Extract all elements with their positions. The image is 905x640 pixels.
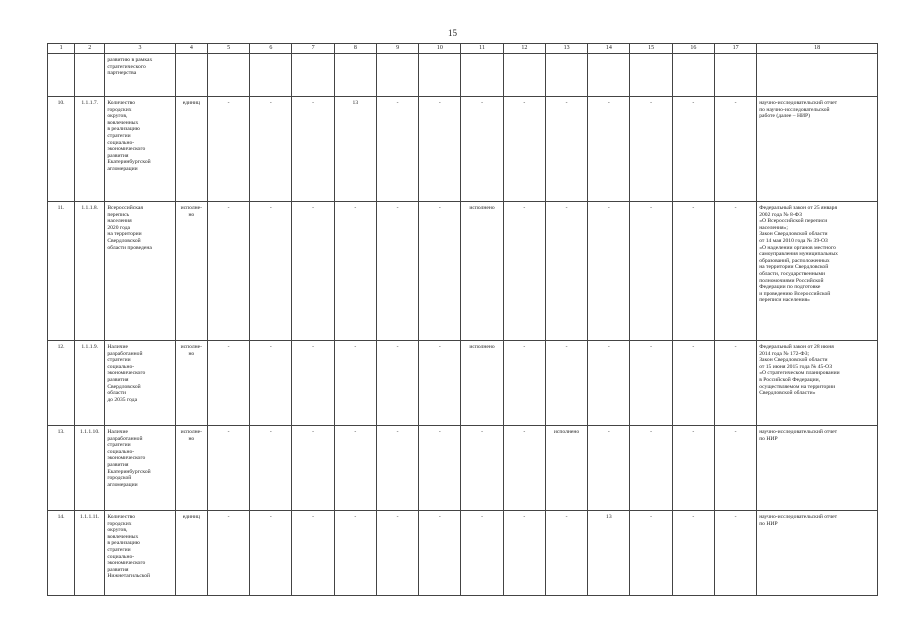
value-cell: - — [207, 97, 249, 202]
value-cell: - — [672, 511, 714, 596]
value-cell: - — [376, 97, 418, 202]
column-header: 4 — [175, 44, 207, 54]
source-document: научно-исследовательский отчет по НИР — [757, 426, 878, 511]
value-cell: - — [503, 511, 545, 596]
cell-empty — [588, 54, 630, 97]
row-number: 10. — [48, 97, 75, 202]
unit-of-measure: исполне- но — [175, 426, 207, 511]
column-header: 3 — [105, 44, 175, 54]
value-cell: - — [334, 426, 376, 511]
column-header: 17 — [714, 44, 756, 54]
indicator-code: 1.1.1.8. — [75, 202, 105, 341]
row-number: 12. — [48, 341, 75, 426]
value-cell: - — [461, 97, 503, 202]
value-cell: - — [672, 426, 714, 511]
value-cell: - — [630, 511, 672, 596]
value-cell: - — [672, 202, 714, 341]
cell-empty — [503, 54, 545, 97]
column-number-header-row — [48, 44, 878, 54]
value-cell: - — [588, 426, 630, 511]
value-cell: - — [292, 511, 334, 596]
unit-of-measure: единиц — [175, 97, 207, 202]
row-number: 14. — [48, 511, 75, 596]
column-header: 6 — [250, 44, 292, 54]
cell-empty — [714, 54, 756, 97]
value-cell: - — [588, 341, 630, 426]
continuation-row — [48, 54, 878, 97]
value-cell: - — [292, 426, 334, 511]
value-cell: - — [588, 97, 630, 202]
source-document: научно-исследовательский отчет по научно-исследовательской работе (далее – НИР) — [757, 97, 878, 202]
value-cell: - — [714, 511, 756, 596]
cell-empty — [75, 54, 105, 97]
unit-of-measure: единиц — [175, 511, 207, 596]
cell-empty — [48, 54, 75, 97]
value-cell: - — [376, 511, 418, 596]
value-cell: - — [250, 511, 292, 596]
column-header: 16 — [672, 44, 714, 54]
value-cell: - — [672, 341, 714, 426]
value-cell: - — [250, 202, 292, 341]
unit-of-measure: исполне- но — [175, 202, 207, 341]
value-cell: - — [461, 426, 503, 511]
value-cell: - — [419, 426, 461, 511]
indicators-table — [47, 43, 878, 596]
value-cell: - — [376, 426, 418, 511]
value-cell: - — [714, 97, 756, 202]
value-cell: - — [503, 341, 545, 426]
cell-empty — [207, 54, 249, 97]
indicator-code: 1.1.1.9. — [75, 341, 105, 426]
cell-empty — [545, 54, 587, 97]
value-cell: - — [545, 511, 587, 596]
column-header: 15 — [630, 44, 672, 54]
row-number: 11. — [48, 202, 75, 341]
cell-empty — [461, 54, 503, 97]
cell-empty — [376, 54, 418, 97]
cell-empty — [757, 54, 878, 97]
column-header: 11 — [461, 44, 503, 54]
value-cell: - — [419, 202, 461, 341]
indicator-description: Всероссийская перепись населения 2020 года на территории Свердловской области проведена — [105, 202, 175, 341]
column-header: 9 — [376, 44, 418, 54]
value-cell: - — [588, 202, 630, 341]
cell-empty — [175, 54, 207, 97]
indicator-description: Количество городских округов, вовлеченных в реализацию стратегии социально- экономического развития Нижнетагильской — [105, 511, 175, 596]
value-cell: - — [714, 426, 756, 511]
value-cell: - — [545, 97, 587, 202]
table-row — [48, 511, 878, 596]
value-cell: - — [250, 97, 292, 202]
value-cell: - — [250, 426, 292, 511]
value-cell: - — [419, 511, 461, 596]
value-cell: - — [672, 97, 714, 202]
column-header: 5 — [207, 44, 249, 54]
value-cell: - — [207, 511, 249, 596]
value-cell: - — [545, 341, 587, 426]
value-cell: - — [292, 341, 334, 426]
table-row — [48, 426, 878, 511]
value-cell: - — [419, 341, 461, 426]
row-number: 13. — [48, 426, 75, 511]
value-cell: - — [630, 426, 672, 511]
unit-of-measure: исполне- но — [175, 341, 207, 426]
column-header: 18 — [757, 44, 878, 54]
value-cell: - — [503, 426, 545, 511]
value-cell: - — [714, 341, 756, 426]
value-cell: 13 — [334, 97, 376, 202]
column-header: 10 — [419, 44, 461, 54]
indicator-description: Наличие разработанной стратегии социально- экономического развития Свердловской области до 2035 года — [105, 341, 175, 426]
cell-empty — [630, 54, 672, 97]
value-cell: - — [207, 341, 249, 426]
value-cell: - — [630, 97, 672, 202]
column-header: 13 — [545, 44, 587, 54]
value-cell: - — [292, 97, 334, 202]
indicator-code: 1.1.1.7. — [75, 97, 105, 202]
value-cell: - — [334, 202, 376, 341]
indicator-code: 1.1.1.11. — [75, 511, 105, 596]
value-cell: - — [376, 202, 418, 341]
source-document: Федеральный закон от 25 января 2002 года № 8-ФЗ «О Всероссийской переписи населения»; Закон Свердловской области от 14 мая 2010 года № 39-ОЗ «О наделении органов местного самоуправления муниципальных образований, расположенных на территории Свердловской области, государственными полномочиями Российской Федерации по подготовке и проведению Всероссийской переписи населения» — [757, 202, 878, 341]
value-cell: - — [207, 202, 249, 341]
value-cell: - — [292, 202, 334, 341]
value-cell: - — [419, 97, 461, 202]
value-cell: - — [503, 97, 545, 202]
cell-empty — [292, 54, 334, 97]
value-cell: - — [630, 202, 672, 341]
value-cell: - — [250, 341, 292, 426]
value-cell: исполнено — [461, 341, 503, 426]
value-cell: - — [334, 341, 376, 426]
column-header: 14 — [588, 44, 630, 54]
value-cell: 13 — [588, 511, 630, 596]
value-cell: - — [714, 202, 756, 341]
value-cell: - — [334, 511, 376, 596]
column-header: 1 — [48, 44, 75, 54]
value-cell: исполнено — [545, 426, 587, 511]
column-header: 8 — [334, 44, 376, 54]
indicator-code: 1.1.1.10. — [75, 426, 105, 511]
value-cell: - — [376, 341, 418, 426]
value-cell: - — [461, 511, 503, 596]
cell-empty — [419, 54, 461, 97]
source-document: научно-исследовательский отчет по НИР — [757, 511, 878, 596]
column-header: 2 — [75, 44, 105, 54]
indicator-description: Количество городских округов, вовлеченных в реализацию стратегии социально- экономического развития Екатеринбургской агломерации — [105, 97, 175, 202]
cell-empty — [672, 54, 714, 97]
value-cell: - — [630, 341, 672, 426]
column-header: 12 — [503, 44, 545, 54]
table-row — [48, 341, 878, 426]
value-cell: исполнено — [461, 202, 503, 341]
table-row — [48, 97, 878, 202]
value-cell: - — [545, 202, 587, 341]
indicator-description: Наличие разработанной стратегии социально- экономического развития Екатеринбургской городской агломерации — [105, 426, 175, 511]
cell-empty — [334, 54, 376, 97]
source-document: Федеральный закон от 28 июня 2014 года № 172-ФЗ; Закон Свердловской области от 15 июня 2015 года № 45-ОЗ «О стратегическом планировании в Российской Федерации, осуществляемом на территории Свердловской области» — [757, 341, 878, 426]
page-number: 15 — [448, 28, 457, 38]
cell-empty — [250, 54, 292, 97]
value-cell: - — [503, 202, 545, 341]
value-cell: - — [207, 426, 249, 511]
column-header: 7 — [292, 44, 334, 54]
table-row — [48, 202, 878, 341]
continuation-description: развитию в рамках стратегического партнерства — [105, 54, 175, 97]
